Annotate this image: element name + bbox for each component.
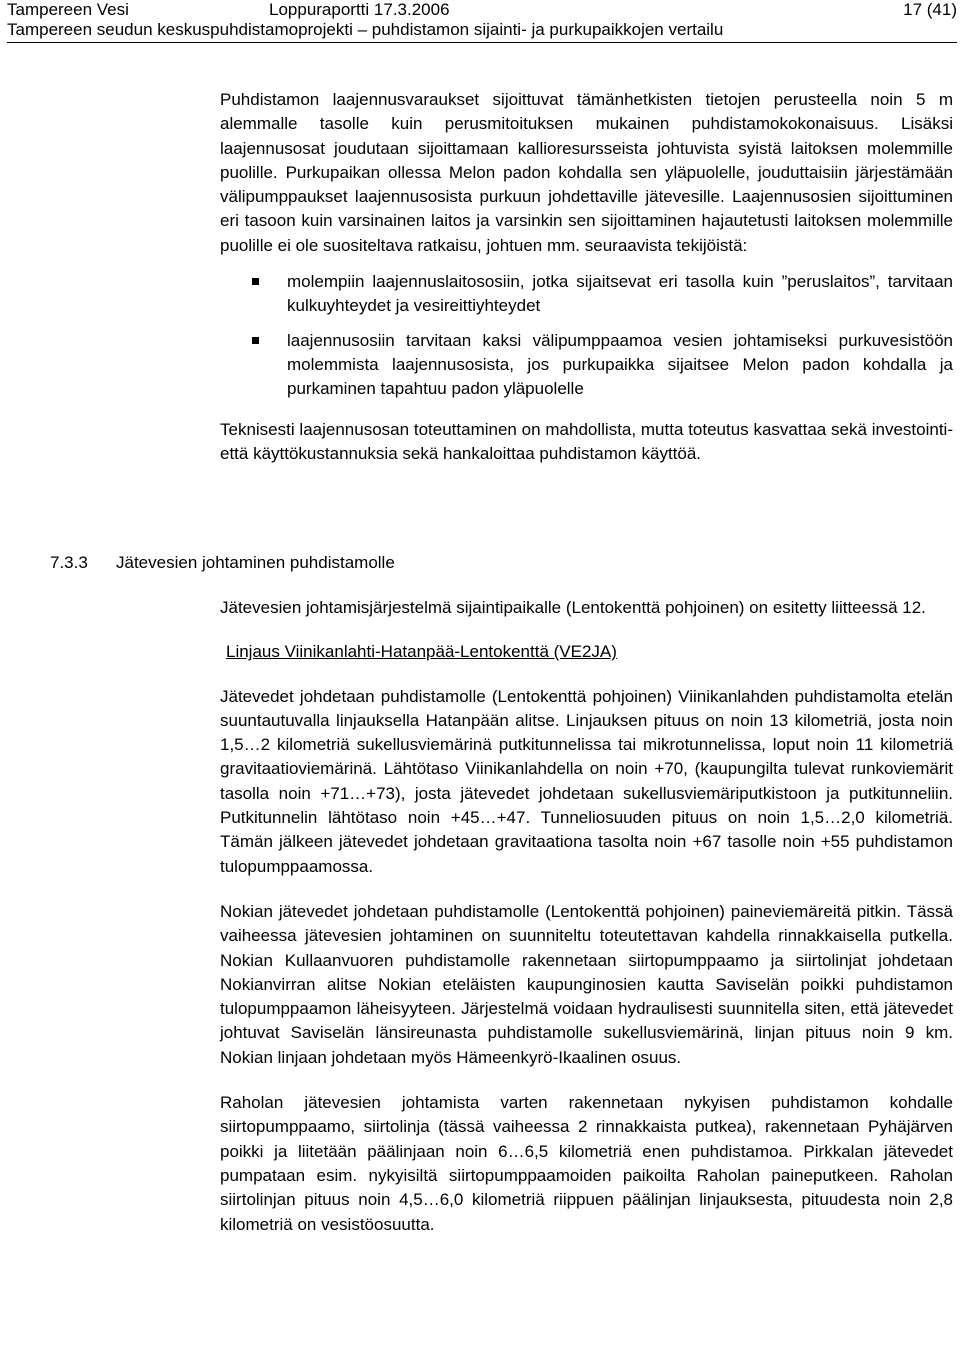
header-org: Tampereen Vesi xyxy=(7,0,129,19)
body-paragraph-3: Nokian jätevedet johdetaan puhdistamolle (Lentokenttä pohjoinen) paineviemäreitä pitkin. Tässä vaiheessa jätevesien johtaminen on suunniteltu toteutettavan kahdella rinnakkaisella putkella. Nokian Kullaanvuoren puhdistamolle rakennetaan siirtopumppaamo ja siirtolinjat johdetaan Nokianvirran alitse Nokian eteläisten kaupunginosien kautta Saviselän poikki puhdistamon tulopumppaamon läheisyyteen. Järjestelmä voidaan hydraulisesti suunnitella siten, että jätevedet johtuvat Saviselän länsireunasta puhdistamolle sukellusviemärinä, linjan pituus noin 9 km. Nokian linjaan johdetaan myös Hämeenkyrö-Ikaalinen osuus. xyxy=(220,901,953,1067)
bullet-text: molempiin laajennuslaitososiin, jotka sijaitsevat eri tasolla kuin ”peruslaitos”, tarvitaan kulkuyhteydet ja vesireittiyhteydet xyxy=(287,272,953,316)
section-title: Jätevesien johtaminen puhdistamolle xyxy=(116,553,395,572)
intro-paragraph: Puhdistamon laajennusvaraukset sijoittuvat tämänhetkisten tietojen perusteella noin 5 m alemmalle tasolle kuin perusmitoituksen mukainen puhdistamokokonaisuus. Lisäksi laajennusosat joudutaan sijoittamaan kallioresursseista johtuvista syistä laitoksen molemmille puolille. Purkupaikan ollessa Melon padon kohdalla sen yläpuolelle, jouduttaisiin järjestämään välipumppaukset laajennusosista purkuun johdettaville jätevesille. Laajennusosien sijoittuminen eri tasoon kuin varsinainen laitos ja varsinkin sen sijoittaminen hajautetusti laitoksen molemmille puolille ei ole suositeltava ratkaisu, johtuen mm. seuraavista tekijöistä: xyxy=(220,90,953,255)
body-paragraph-1: Jätevesien johtamisjärjestelmä sijaintipaikalle (Lentokenttä pohjoinen) on esitetty liitteessä 12. xyxy=(220,598,926,617)
body-paragraph-2: Jätevedet johdetaan puhdistamolle (Lentokenttä pohjoinen) Viinikanlahden puhdistamolta etelän suuntautuvalla linjauksella Hatanpään alitse. Linjauksen pituus on noin 13 kilometriä, josta noin 1,5…2 kilometriä sukellusviemärinä putkitunnelissa tai mikrotunnelissa, loput noin 11 kilometriä gravitaatioviemärinä. Lähtötaso Viinikanlahdella on noin +70, (kaupungilta tulevat runkoviemärit tasolla noin +71…+73), josta jätevedet johdetaan sukellusviemäriputkistoon ja putkitunneliin. Putkitunnelin lähtötaso noin +45…+47. Tunneliosuuden pituus on noin 1,5…2,0 kilometriä. Tämän jälkeen jätevedet johdetaan gravitaationa tasolta noin +67 tasolle noin +55 puhdistamon tulopumppaamossa. xyxy=(220,686,953,876)
header-top-row xyxy=(7,0,957,20)
bullet-square-icon xyxy=(252,337,259,344)
bullet-text: laajennusosiin tarvitaan kaksi välipumppaamoa vesien johtamiseksi purkuvesistöön molemmista laajennusosista, jos purkupaikka sijaitsee Melon padon kohdalla ja purkaminen tapahtuu padon yläpuolelle xyxy=(287,330,953,399)
header-subtitle: Tampereen seudun keskuspuhdistamoprojekti – puhdistamon sijainti- ja purkupaikkojen vertailu xyxy=(7,20,957,43)
header-left xyxy=(7,0,450,20)
bullet-item xyxy=(220,270,953,319)
bullet-item xyxy=(220,329,953,402)
bullet-list xyxy=(220,270,953,401)
header-report: Loppuraportti 17.3.2006 xyxy=(269,0,450,19)
body-paragraph-4: Raholan jätevesien johtamista varten rakennetaan nykyisen puhdistamon kohdalle siirtopumppaamo, siirtolinja (tässä vaiheessa 2 rinnakkaista putkea), rakennetaan Pyhäjärven poikki ja liitetään päälinjaan noin 6…6,5 kilometriä enen puhdistamoa. Pirkkalan jätevedet pumpataan esim. nykyisiltä siirtopumppaamoiden paikoilta Raholan paineputkeen. Raholan siirtolinjan pituus noin 4,5…6,0 kilometriä riippuen päälinjan linjauksesta, pituudesta noin 2,8 kilometriä on vesistöosuutta. xyxy=(220,1093,953,1234)
section-heading xyxy=(50,551,395,575)
route-heading: Linjaus Viinikanlahti-Hatanpää-Lentokenttä (VE2JA) xyxy=(226,642,617,662)
closing-paragraph: Teknisesti laajennusosan toteuttaminen on mahdollista, mutta toteutus kasvattaa sekä investointi- että käyttökustannuksia sekä hankaloittaa puhdistamon käyttöä. xyxy=(220,419,953,463)
bullet-square-icon xyxy=(252,278,259,285)
section-body xyxy=(220,596,953,1237)
header-page-number: 17 (41) xyxy=(903,0,957,19)
intro-block xyxy=(220,88,953,466)
section-number: 7.3.3 xyxy=(50,553,88,572)
page-header xyxy=(7,0,957,43)
